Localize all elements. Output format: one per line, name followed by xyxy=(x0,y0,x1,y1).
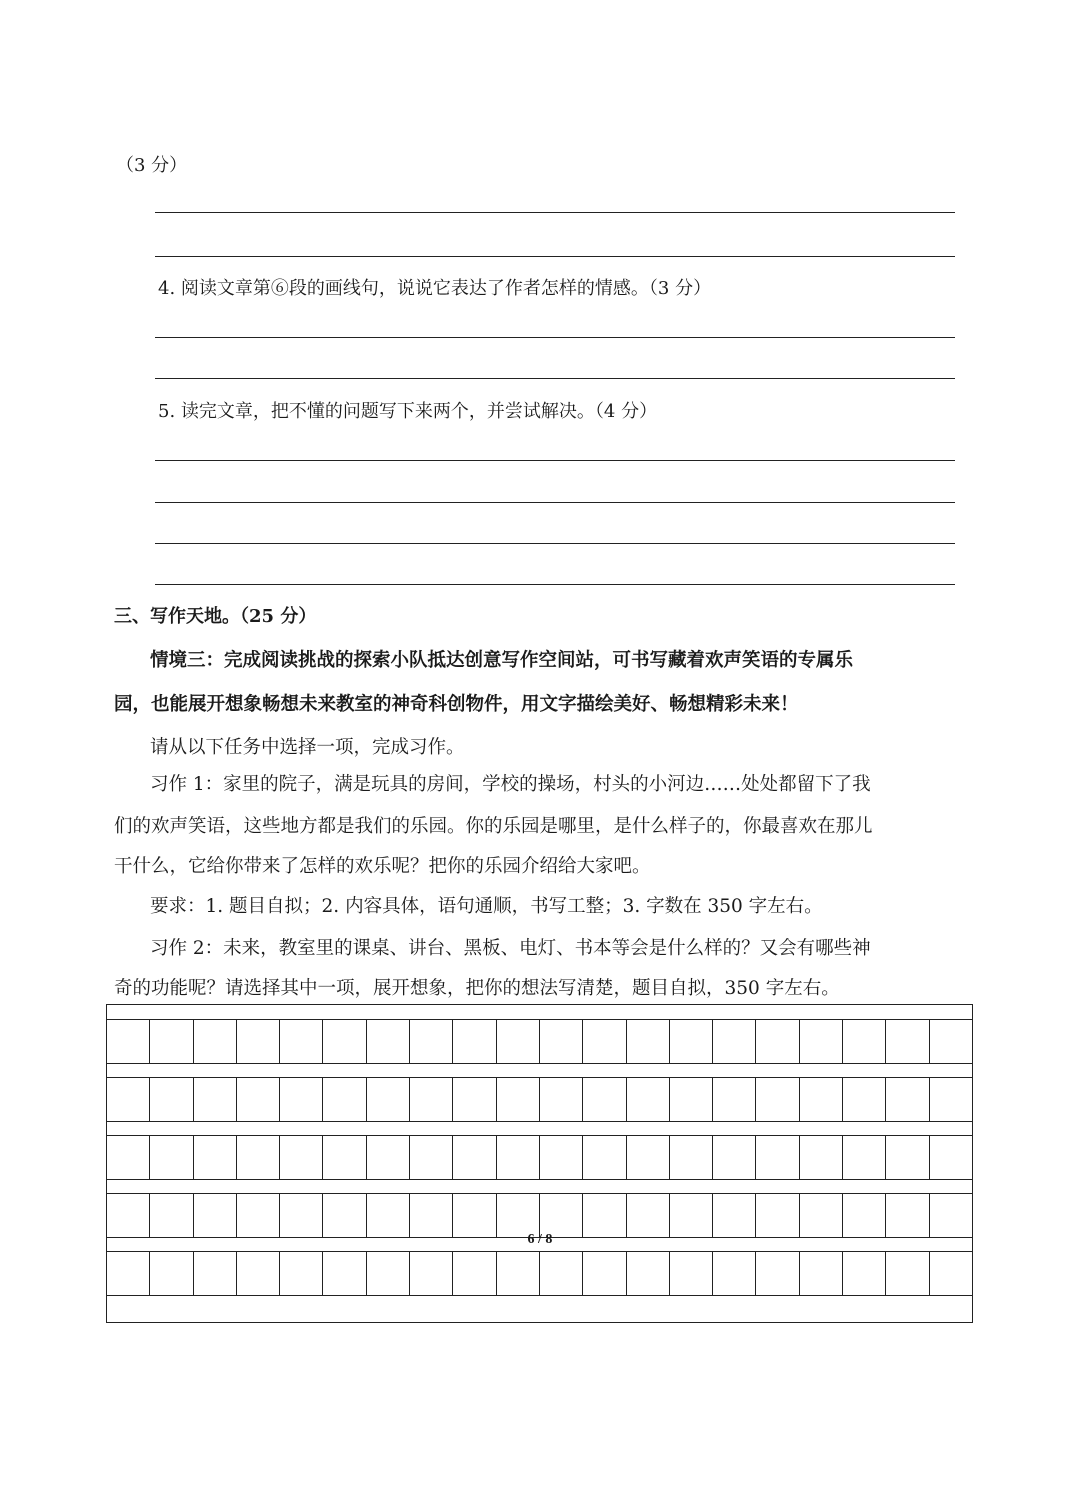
page-number: 6 / 8 xyxy=(527,1232,553,1247)
grid-cell[interactable] xyxy=(497,1135,540,1179)
grid-cell[interactable] xyxy=(670,1193,713,1237)
grid-cell[interactable] xyxy=(800,1135,843,1179)
grid-cell[interactable] xyxy=(280,1019,323,1063)
question-5: 5. 读完文章，把不懂的问题写下来两个，并尝试解决。（4 分） xyxy=(158,401,658,422)
grid-cell[interactable] xyxy=(540,1135,583,1179)
grid-cell[interactable] xyxy=(627,1077,670,1121)
grid-cell[interactable] xyxy=(453,1135,496,1179)
grid-cell[interactable] xyxy=(194,1251,237,1295)
grid-cell[interactable] xyxy=(627,1135,670,1179)
grid-cell[interactable] xyxy=(756,1135,799,1179)
grid-cell[interactable] xyxy=(713,1135,756,1179)
grid-cell[interactable] xyxy=(237,1077,280,1121)
grid-cell[interactable] xyxy=(280,1077,323,1121)
grid-cell[interactable] xyxy=(800,1019,843,1063)
grid-cell[interactable] xyxy=(843,1077,886,1121)
grid-cell[interactable] xyxy=(800,1251,843,1295)
grid-cell[interactable] xyxy=(843,1019,886,1063)
grid-cell[interactable] xyxy=(410,1019,453,1063)
grid-cell[interactable] xyxy=(583,1077,626,1121)
grid-cell[interactable] xyxy=(583,1135,626,1179)
answer-line[interactable] xyxy=(155,543,955,544)
grid-cell[interactable] xyxy=(150,1251,193,1295)
grid-cell[interactable] xyxy=(930,1135,972,1179)
answer-line[interactable] xyxy=(155,212,955,213)
requirements-text: 要求：1. 题目自拟；2. 内容具体，语句通顺，书写工整；3. 字数在 350 字左右。 xyxy=(150,896,823,917)
grid-cell[interactable] xyxy=(800,1077,843,1121)
grid-cell[interactable] xyxy=(367,1135,410,1179)
grid-cell[interactable] xyxy=(323,1077,366,1121)
grid-cell[interactable] xyxy=(540,1251,583,1295)
grid-cell[interactable] xyxy=(713,1019,756,1063)
grid-cell[interactable] xyxy=(410,1251,453,1295)
answer-line[interactable] xyxy=(155,584,955,585)
grid-cell[interactable] xyxy=(627,1193,670,1237)
grid-cell[interactable] xyxy=(150,1193,193,1237)
task-1-text: 们的欢声笑语，这些地方都是我们的乐园。你的乐园是哪里，是什么样子的，你最喜欢在那儿 xyxy=(114,816,873,837)
answer-line[interactable] xyxy=(155,502,955,503)
grid-row-border xyxy=(107,1063,972,1064)
grid-cell[interactable] xyxy=(150,1019,193,1063)
task-1-text: 干什么，它给你带来了怎样的欢乐呢？把你的乐园介绍给大家吧。 xyxy=(114,856,651,877)
section-title: 三、写作天地。（25 分） xyxy=(114,606,317,627)
answer-line[interactable] xyxy=(155,337,955,338)
grid-cell[interactable] xyxy=(930,1019,972,1063)
grid-cell[interactable] xyxy=(886,1019,929,1063)
grid-cell[interactable] xyxy=(583,1193,626,1237)
grid-row xyxy=(107,1135,972,1179)
grid-cell[interactable] xyxy=(886,1251,929,1295)
grid-cell[interactable] xyxy=(930,1193,972,1237)
grid-cell[interactable] xyxy=(670,1019,713,1063)
answer-line[interactable] xyxy=(155,256,955,257)
grid-cell[interactable] xyxy=(843,1193,886,1237)
grid-cell[interactable] xyxy=(713,1193,756,1237)
grid-cell[interactable] xyxy=(367,1193,410,1237)
grid-row-border xyxy=(107,1121,972,1122)
grid-cell[interactable] xyxy=(410,1135,453,1179)
grid-row xyxy=(107,1251,972,1295)
grid-cell[interactable] xyxy=(237,1251,280,1295)
instruction-text: 请从以下任务中选择一项，完成习作。 xyxy=(150,737,465,758)
grid-cell[interactable] xyxy=(583,1019,626,1063)
grid-cell[interactable] xyxy=(237,1019,280,1063)
grid-cell[interactable] xyxy=(194,1193,237,1237)
grid-cell[interactable] xyxy=(453,1193,496,1237)
grid-cell[interactable] xyxy=(237,1135,280,1179)
grid-cell[interactable] xyxy=(713,1251,756,1295)
question-4: 4. 阅读文章第⑥段的画线句，说说它表达了作者怎样的情感。（3 分） xyxy=(158,278,712,299)
grid-cell[interactable] xyxy=(497,1251,540,1295)
grid-cell[interactable] xyxy=(323,1193,366,1237)
grid-cell[interactable] xyxy=(453,1251,496,1295)
grid-cell[interactable] xyxy=(280,1251,323,1295)
grid-cell[interactable] xyxy=(453,1077,496,1121)
grid-cell[interactable] xyxy=(497,1193,540,1237)
grid-cell[interactable] xyxy=(150,1135,193,1179)
answer-line[interactable] xyxy=(155,378,955,379)
score-note: （3 分） xyxy=(116,155,188,176)
grid-cell[interactable] xyxy=(670,1251,713,1295)
grid-row xyxy=(107,1077,972,1121)
grid-cell[interactable] xyxy=(367,1019,410,1063)
grid-cell[interactable] xyxy=(453,1019,496,1063)
grid-cell[interactable] xyxy=(367,1077,410,1121)
grid-cell[interactable] xyxy=(107,1193,150,1237)
grid-cell[interactable] xyxy=(670,1135,713,1179)
grid-cell[interactable] xyxy=(367,1251,410,1295)
grid-cell[interactable] xyxy=(323,1251,366,1295)
grid-cell[interactable] xyxy=(756,1251,799,1295)
grid-cell[interactable] xyxy=(410,1077,453,1121)
grid-cell[interactable] xyxy=(107,1251,150,1295)
writing-grid[interactable] xyxy=(106,1004,973,1323)
grid-cell[interactable] xyxy=(886,1077,929,1121)
grid-cell[interactable] xyxy=(497,1077,540,1121)
grid-cell[interactable] xyxy=(194,1077,237,1121)
context-line: 情境三：完成阅读挑战的探索小队抵达创意写作空间站，可书写藏着欢声笑语的专属乐 xyxy=(150,650,854,671)
grid-row-border xyxy=(107,1295,972,1296)
grid-cell[interactable] xyxy=(627,1019,670,1063)
task-1-text: 习作 1：家里的院子，满是玩具的房间，学校的操场，村头的小河边……处处都留下了我 xyxy=(150,774,871,795)
grid-row xyxy=(107,1193,972,1237)
grid-cell[interactable] xyxy=(323,1019,366,1063)
grid-cell[interactable] xyxy=(497,1019,540,1063)
grid-cell[interactable] xyxy=(583,1251,626,1295)
grid-cell[interactable] xyxy=(886,1135,929,1179)
grid-cell[interactable] xyxy=(800,1193,843,1237)
grid-cell[interactable] xyxy=(410,1193,453,1237)
grid-cell[interactable] xyxy=(540,1077,583,1121)
grid-cell[interactable] xyxy=(886,1193,929,1237)
grid-row-border xyxy=(107,1179,972,1180)
answer-line[interactable] xyxy=(155,460,955,461)
grid-cell[interactable] xyxy=(670,1077,713,1121)
grid-cell[interactable] xyxy=(107,1077,150,1121)
grid-cell[interactable] xyxy=(107,1135,150,1179)
grid-cell[interactable] xyxy=(843,1251,886,1295)
grid-cell[interactable] xyxy=(627,1251,670,1295)
grid-cell[interactable] xyxy=(756,1077,799,1121)
task-2-text: 奇的功能呢？请选择其中一项，展开想象，把你的想法写清楚，题目自拟，350 字左右。 xyxy=(114,978,840,999)
grid-cell[interactable] xyxy=(930,1251,972,1295)
grid-cell[interactable] xyxy=(237,1193,280,1237)
grid-cell[interactable] xyxy=(280,1193,323,1237)
grid-cell[interactable] xyxy=(540,1193,583,1237)
grid-row xyxy=(107,1019,972,1063)
grid-cell[interactable] xyxy=(323,1135,366,1179)
grid-cell[interactable] xyxy=(756,1193,799,1237)
grid-cell[interactable] xyxy=(194,1135,237,1179)
grid-cell[interactable] xyxy=(930,1077,972,1121)
context-line: 园，也能展开想象畅想未来教室的神奇科创物件，用文字描绘美好、畅想精彩未来！ xyxy=(114,694,799,715)
grid-cell[interactable] xyxy=(756,1019,799,1063)
grid-cell[interactable] xyxy=(540,1019,583,1063)
grid-cell[interactable] xyxy=(280,1135,323,1179)
grid-cell[interactable] xyxy=(843,1135,886,1179)
grid-cell[interactable] xyxy=(194,1019,237,1063)
grid-cell[interactable] xyxy=(713,1077,756,1121)
grid-cell[interactable] xyxy=(150,1077,193,1121)
task-2-text: 习作 2：未来，教室里的课桌、讲台、黑板、电灯、书本等会是什么样的？又会有哪些神 xyxy=(150,938,871,959)
grid-cell[interactable] xyxy=(107,1019,150,1063)
